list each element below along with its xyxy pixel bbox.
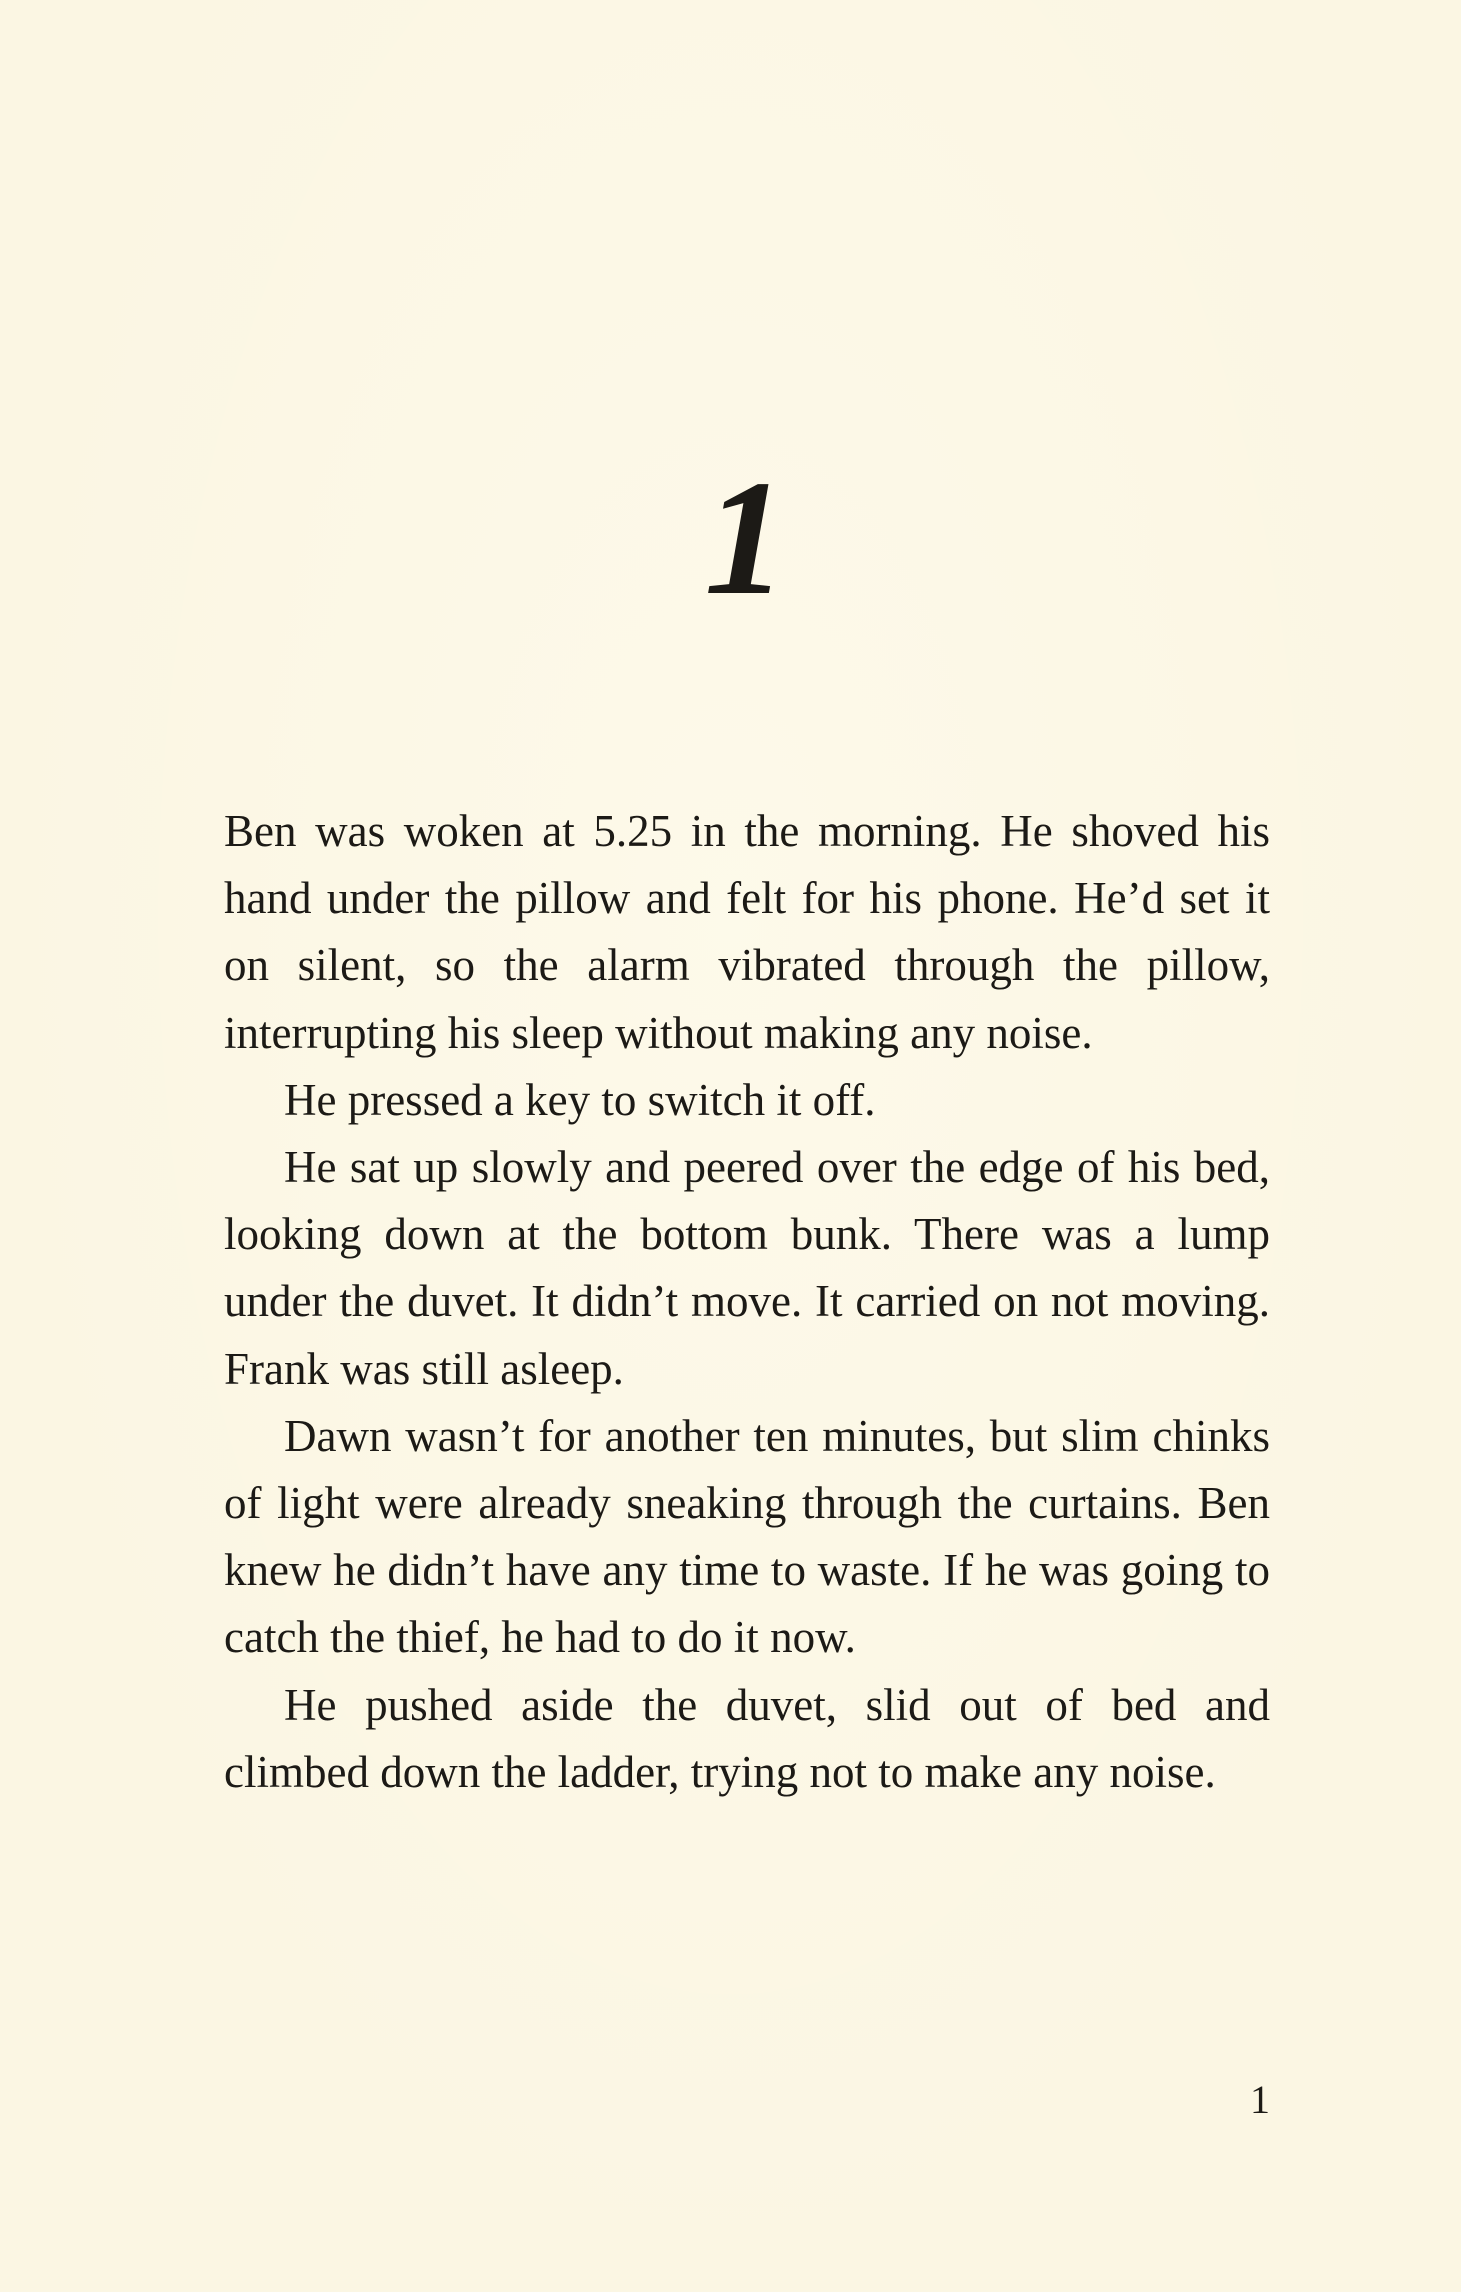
page-number: 1 <box>1250 2077 1270 2122</box>
chapter-number: 1 <box>704 446 787 629</box>
paragraph: He pushed aside the duvet, slid out of bed and climbed down the ladder, trying not to make any noise. <box>224 1679 1270 1797</box>
paragraph: Dawn wasn’t for another ten minutes, but slim chinks of light were already sneaking through the curtains. Ben knew he didn’t have any time to waste. If he was going to catch the thief, he had to do it now. <box>224 1410 1270 1663</box>
chapter-body <box>224 798 1270 1806</box>
paragraph: He pressed a key to switch it off. <box>284 1074 876 1125</box>
paragraph: Ben was woken at 5.25 in the morning. He shoved his hand under the pillow and felt for his phone. He’d set it on silent, so the alarm vibrated through the pillow, interrupting his sleep without making any noise. <box>224 806 1270 1058</box>
paragraph: He sat up slowly and peered over the edge of his bed, looking down at the bottom bunk. There was a lump under the duvet. It didn’t move. It carried on not moving. Frank was still asleep. <box>224 1142 1270 1394</box>
